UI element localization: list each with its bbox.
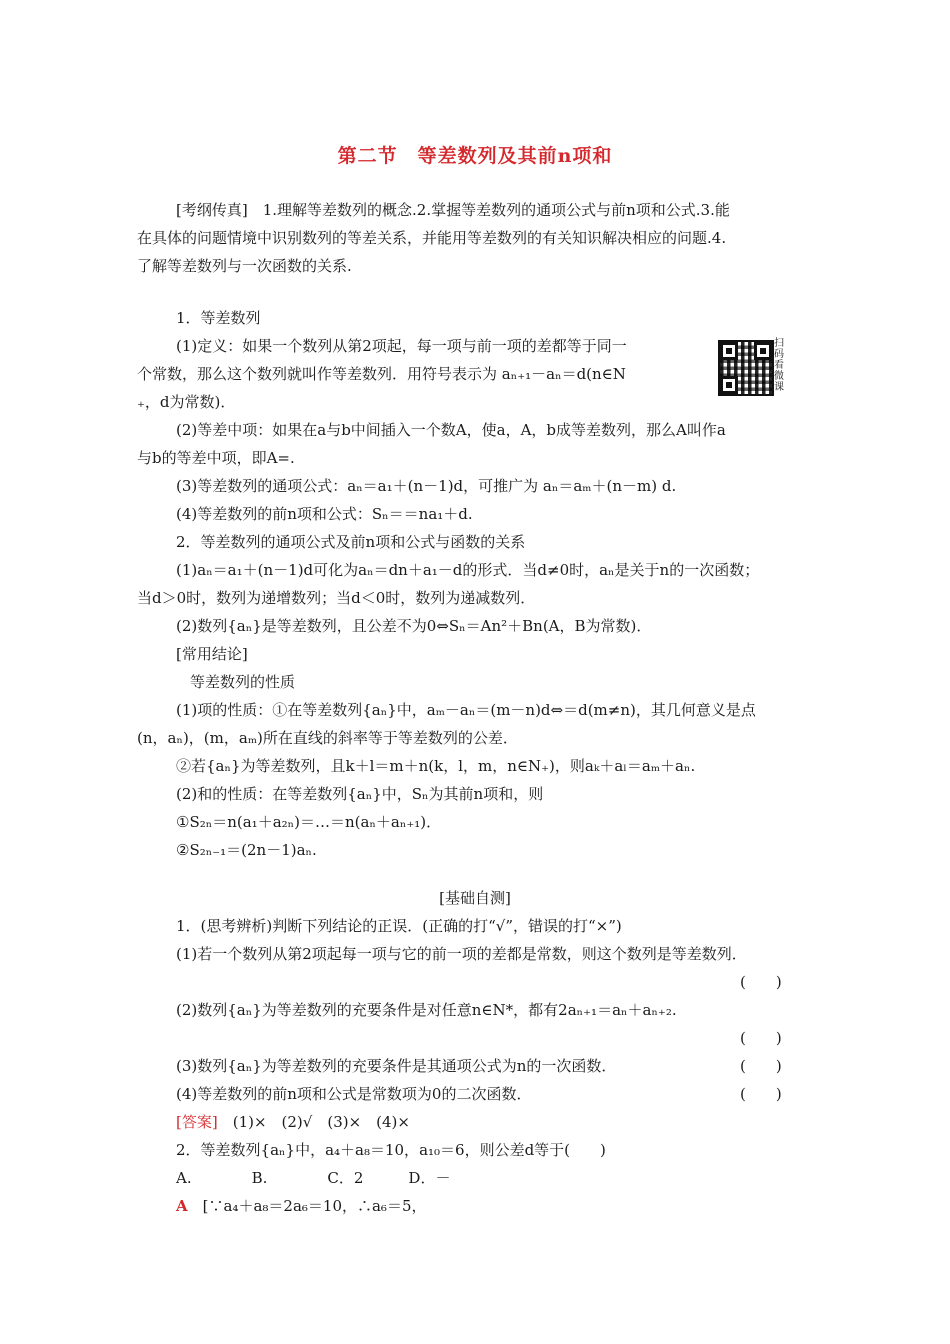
property-line-5: ①S₂ₙ＝n(a₁＋a₂ₙ)＝…＝n(aₙ＋aₙ₊₁)． <box>176 813 442 831</box>
qr-label: 扫码看微课 <box>774 338 784 393</box>
qr-finder-icon <box>720 342 738 360</box>
syllabus-line-1: [考纲传真] 1.理解等差数列的概念.2.掌握等差数列的通项公式与前n项和公式.3.能 <box>176 201 730 219</box>
definition-line-3: ₊，d为常数)． <box>137 393 236 411</box>
question-1-item-3: (3)数列{aₙ}为等差数列的充要条件是其通项公式为n的一次函数． <box>176 1057 617 1075</box>
exercise-heading: [基础自测] <box>439 889 511 907</box>
answer-text: (1)× (2)√ (3)× (4)× <box>217 1113 410 1131</box>
property-line-6: ②S₂ₙ₋₁＝(2n－1)aₙ. <box>176 841 317 859</box>
general-term-line: (3)等差数列的通项公式：aₙ＝a₁＋(n－1)d，可推广为 aₙ＝aₘ＋(n－m) d. <box>176 477 677 495</box>
syllabus-line-3: 了解等差数列与一次函数的关系. <box>137 257 352 275</box>
property-line-2: (n，aₙ)，(m，aₘ)所在直线的斜率等于等差数列的公差． <box>137 729 518 747</box>
question-1-item-4: (4)等差数列的前n项和公式是常数项为0的二次函数． <box>176 1085 532 1103</box>
function-line-2: 当d＞0时，数列为递增数列；当d＜0时，数列为递减数列． <box>137 589 536 607</box>
middle-term-line-1: (2)等差中项：如果在a与b中间插入一个数A，使a，A，b成等差数列，那么A叫作a <box>176 421 726 439</box>
question-1-item-2: (2)数列{aₙ}为等差数列的充要条件是对任意n∈N*，都有2aₙ₊₁＝aₙ＋aₙ₊₂. <box>176 1001 677 1019</box>
definition-line-2: 个常数，那么这个数列就叫作等差数列．用符号表示为 aₙ₊₁－aₙ＝d(n∈N <box>137 365 626 383</box>
answer-line <box>176 1112 410 1132</box>
function-line-1: (1)aₙ＝a₁＋(n－1)d可化为aₙ＝dn＋a₁－d的形式．当d≠0时，aₙ是关于n的一次函数； <box>176 561 760 579</box>
answer-blank: ( ) <box>740 1057 782 1075</box>
middle-term-line-2: 与b的等差中项，即A=. <box>137 449 295 467</box>
syllabus-line-2: 在具体的问题情境中识别数列的等差关系，并能用等差数列的有关知识解决相应的问题.4. <box>137 229 727 247</box>
question-1-item-1: (1)若一个数列从第2项起每一项与它的前一项的差都是常数，则这个数列是等差数列． <box>176 945 747 963</box>
qr-finder-icon <box>720 376 738 394</box>
solution-text: [∵a₄＋a₈＝2a₆＝10，∴a₆＝5， <box>187 1197 427 1215</box>
question-1: 1．(思考辨析)判断下列结论的正误．(正确的打“√”，错误的打“×”) <box>176 917 622 935</box>
qr-finder-icon <box>754 342 772 360</box>
properties-heading: 等差数列的性质 <box>190 673 296 691</box>
answer-tag: [答案] <box>176 1113 218 1131</box>
property-line-1: (1)项的性质：①在等差数列{aₙ}中，aₘ－aₙ＝(m－n)d⇔＝d(m≠n)，其几何意义是点 <box>176 701 756 719</box>
definition-line-1: (1)定义：如果一个数列从第2项起，每一项与前一项的差都等于同一 <box>176 337 627 355</box>
page-title: 第二节 等差数列及其前n项和 <box>337 145 613 167</box>
section-heading-1: 1．等差数列 <box>176 309 261 327</box>
common-conclusions-heading: [常用结论] <box>176 645 248 663</box>
qr-code-icon[interactable] <box>718 340 774 396</box>
solution-line <box>176 1196 427 1216</box>
answer-blank: ( ) <box>740 1029 782 1047</box>
answer-blank: ( ) <box>740 973 782 991</box>
property-line-4: (2)和的性质：在等差数列{aₙ}中，Sₙ为其前n项和，则 <box>176 785 544 803</box>
section-heading-2: 2．等差数列的通项公式及前n项和公式与函数的关系 <box>176 533 526 551</box>
property-line-3: ②若{aₙ}为等差数列，且k＋l＝m＋n(k，l，m，n∈N₊)，则aₖ＋aₗ＝aₘ＋aₙ. <box>176 757 696 775</box>
question-2-options: A. B. C．2 D．－ <box>176 1169 451 1187</box>
sum-formula-line: (4)等差数列的前n项和公式：Sₙ＝＝na₁＋d. <box>176 505 473 523</box>
question-2: 2．等差数列{aₙ}中，a₄＋a₈＝10，a₁₀＝6，则公差d等于( ) <box>176 1141 606 1159</box>
function-line-3: (2)数列{aₙ}是等差数列，且公差不为0⇔Sₙ＝An²＋Bn(A，B为常数)． <box>176 617 652 635</box>
solution-tag: A <box>176 1197 188 1215</box>
answer-blank: ( ) <box>740 1085 782 1103</box>
